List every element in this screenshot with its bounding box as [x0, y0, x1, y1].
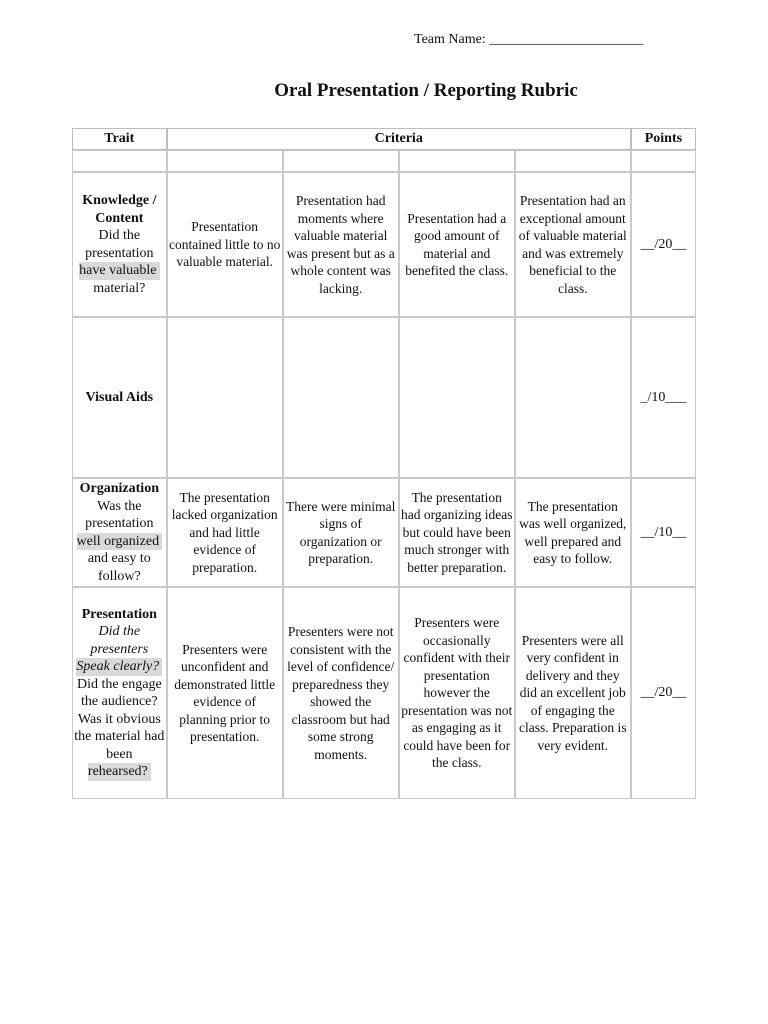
- blank-cell: [283, 150, 399, 172]
- criteria-cell: Presentation had moments where valuable material was present but as a whole content was lacking.: [283, 172, 399, 317]
- trait-cell: [72, 317, 167, 478]
- criteria-cell: Presentation contained little to no valuable material.: [167, 172, 283, 317]
- trait-question: Did the engage the audience?: [76, 676, 162, 709]
- criteria-cell: Presenters were occasionally confident with their presentation however the presentation was not as engaging as it could have been for the class.: [399, 587, 515, 799]
- trait-cell: [72, 478, 167, 587]
- trait-question: and easy to follow?: [87, 551, 151, 584]
- trait-question-highlight: rehearsed?: [88, 763, 151, 781]
- trait-title: Visual Aids: [85, 389, 154, 405]
- criteria-cell: There were minimal signs of organization or preparation.: [283, 478, 399, 587]
- trait-question: Did the presentation: [85, 228, 154, 261]
- trait-question-highlight: well organized: [77, 533, 163, 551]
- points-cell: __/10__: [631, 478, 696, 587]
- trait-question: Did the presenters: [90, 624, 149, 657]
- points-cell: __/20__: [631, 587, 696, 799]
- trait-cell: [72, 587, 167, 799]
- criteria-cell: Presentation had a good amount of material and benefited the class.: [399, 172, 515, 317]
- criteria-cell: Presenters were unconfident and demonstrated little evidence of planning prior to presentation.: [167, 587, 283, 799]
- blank-cell: [399, 150, 515, 172]
- trait-question-highlight: have valuable: [79, 262, 159, 280]
- criteria-cell: [515, 317, 631, 478]
- table-row: [72, 172, 696, 317]
- criteria-cell: The presentation had organizing ideas but could have been much stronger with better preparation.: [399, 478, 515, 587]
- criteria-cell: Presenters were not consistent with the level of confidence/ preparedness they showed the classroom but had some strong moments.: [283, 587, 399, 799]
- blank-row: [72, 150, 696, 172]
- blank-cell: [515, 150, 631, 172]
- trait-question-highlight: Speak clearly?: [76, 658, 162, 676]
- blank-cell: [167, 150, 283, 172]
- page-title: Oral Presentation / Reporting Rubric: [274, 80, 578, 101]
- criteria-cell: [167, 317, 283, 478]
- trait-question: Was it obvious the material had been: [74, 711, 165, 762]
- criteria-header: Criteria: [167, 128, 631, 150]
- points-cell: _/10___: [631, 317, 696, 478]
- blank-cell: [72, 150, 167, 172]
- criteria-cell: The presentation was well organized, well prepared and easy to follow.: [515, 478, 631, 587]
- points-cell: __/20__: [631, 172, 696, 317]
- criteria-cell: The presentation lacked organization and had little evidence of preparation.: [167, 478, 283, 587]
- criteria-cell: Presentation had an exceptional amount of valuable material and was extremely beneficial to the class.: [515, 172, 631, 317]
- blank-cell: [631, 150, 696, 172]
- header-row: [72, 128, 696, 150]
- table-row: [72, 478, 696, 587]
- table-row: [72, 317, 696, 478]
- criteria-cell: Presenters were all very confident in delivery and they did an excellent job of engaging the class. Preparation is very evident.: [515, 587, 631, 799]
- trait-question: material?: [93, 280, 146, 296]
- team-name-line: Team Name: ______________________: [414, 32, 644, 47]
- trait-cell: [72, 172, 167, 317]
- trait-title: Organization: [79, 481, 159, 496]
- table-row: [72, 587, 696, 799]
- rubric-table: [72, 128, 696, 799]
- trait-title: Presentation: [81, 606, 157, 622]
- trait-question: Was the presentation: [85, 498, 154, 531]
- points-header: Points: [631, 128, 696, 150]
- trait-title: Knowledge / Content: [82, 193, 157, 226]
- trait-header: Trait: [72, 128, 167, 150]
- criteria-cell: [399, 317, 515, 478]
- criteria-cell: [283, 317, 399, 478]
